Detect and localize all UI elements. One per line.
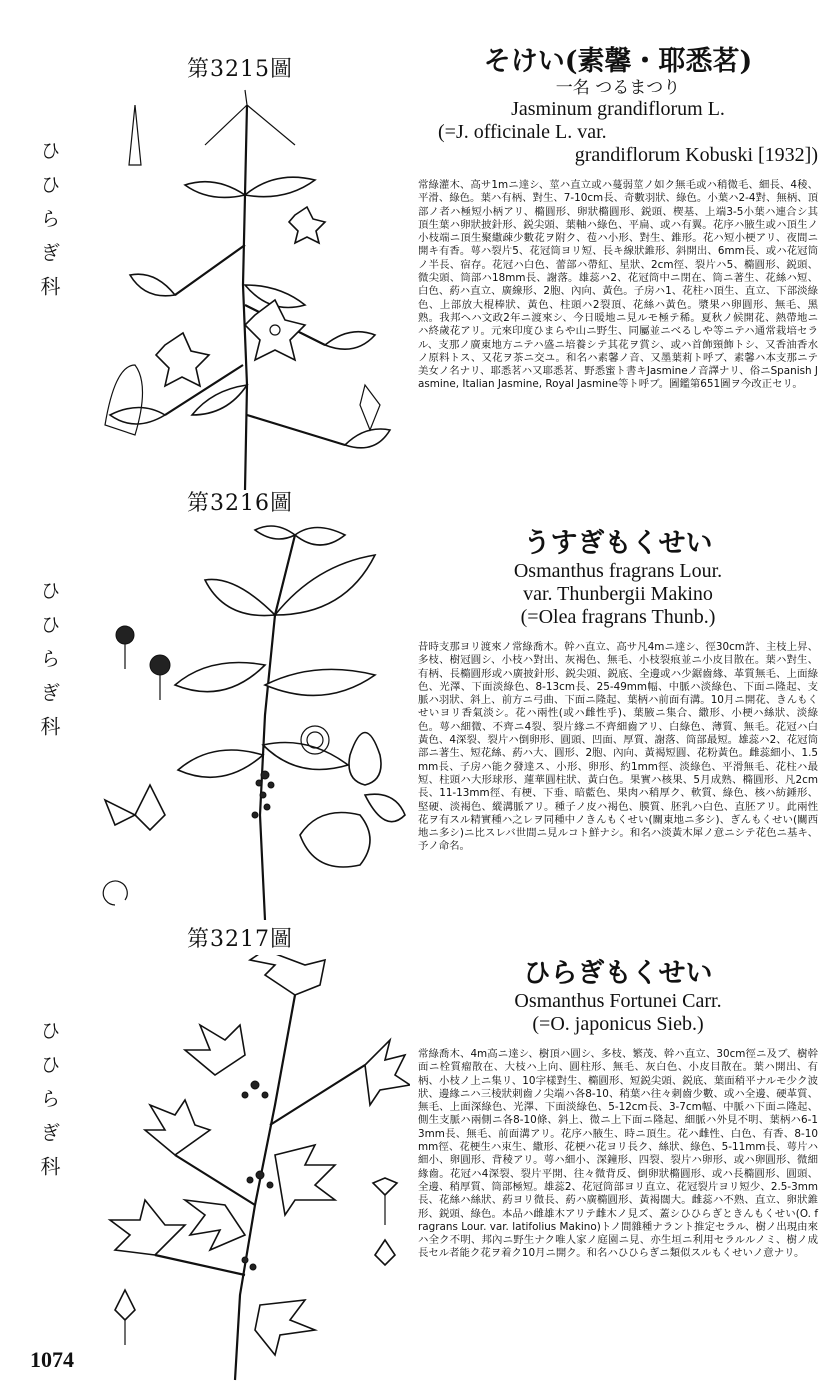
variety-line: var. Thunbergii Makino (523, 583, 713, 605)
family-label: ひひらぎ科 (37, 1020, 61, 1190)
synonym-line: (=J. officinale L. var. (438, 121, 607, 143)
entry-3215 (418, 46, 818, 392)
japanese-name: うすぎもくせい (523, 528, 713, 559)
family-label: ひひらぎ科 (37, 140, 61, 310)
alternate-name: 一名 つるまつり (555, 78, 681, 98)
description-text: 昔時支那ヨリ渡來ノ常綠喬木。幹ハ直立、高サ凡4mニ達シ、徑30cm許、主枝上昇、多枝、樹冠圓シ、小枝ハ對出、灰褐色、無毛、小枝裂痕並ニ小皮目散在。葉ハ對生、有柄、長橢圓形或ハ廣披針形、鋭尖頭、鋭底、全邊或ハ少鋸齒緣、革質無毛、上面綠色、光澤、下面淡綠色、8-13cm長、25-49mm幅、中脈ハ淡綠色、下面ニ隆起、支脈ハ羽狀、斜上、前方ニ弓曲、下面ニ隆起、葉柄ハ前面有溝。10月ニ開花、きんもくせいヨリ香氣淡シ。花ハ兩性(或ハ雌性乎)、葉腋ニ集合、繖形、小梗ハ絲狀、淡綠色。萼ハ細微、不齊ニ4裂、裂片緣ニ不齊細齒アリ、白綠色、薄質、無毛。花冠ハ白黃色、4深裂、裂片ハ倒卵形、圓頭、凹面、厚質、謝落、筒部最短。雄蕊ハ2、花冠筒部ニ著生、短花絲、葯ハ大、圓形、2胞、內向、黃褐短圓、花粉黃色。雌蕊細小、1.5mm長、子房ハ能ク發達ス、小形、卵形、約1mm徑、淡綠色、平滑無毛、花柱ハ最短、柱頭ハ大形球形、蓮華圓柱狀、黃白色。果實ハ核果、5月成熟、橢圓形、凡2cm長、11-13mm徑、有梗、下垂、暗藍色、果肉ハ稍厚ク、軟質、綠色、核ハ紡錘形、堅硬、淡褐色、縱溝脈アリ。種子ノ皮ハ褐色、膜質、胚乳ハ白色、直胚アリ。此兩性花ヲ有スル精實種ハ之レヲ同種中ノきんもくせい(關東地ニ多シ)、ぎんもくせい(關西地ニ多シ)ニ比スレバ世間ニ見ルコト鮮ナシ。和名ハ淡黃木犀ノ意ニシテ花色ニ基キ、予ノ命名。 (418, 641, 818, 853)
family-label: ひひらぎ科 (37, 580, 61, 750)
japanese-name: そけい(素馨・耶悉茗) (483, 46, 753, 77)
japanese-name: ひらぎもくせい (523, 958, 713, 989)
synonym-line: (=O. japonicus Sieb.) (532, 1013, 704, 1035)
scientific-name: Jasminum grandiflorum L. (511, 98, 725, 120)
plate-label-3217: 第3217圖 (187, 927, 293, 952)
scientific-name: Osmanthus fragrans Lour. (513, 560, 723, 582)
description-text: 常綠灌木、高サ1mニ達シ、莖ハ直立或ハ蔓弱莖ノ如ク無毛或ハ稍微毛、細長、4稜、平滑、綠色。葉ハ有柄、對生、7-10cm長、奇數羽狀、綠色。小葉ハ2-4對、無柄、頂部ノ者ハ極短小柄アリ、橢圓形、卵狀橢圓形、鋭頭、楔基、上端3-5小葉ハ連合シ其頂生葉ハ卵狀披針形、鋭尖頭、葉軸ハ綠色、平扁、或ハ有翼。花序ハ腋生或ハ頂生ノ小枝端ニ頂生聚繖疎少數花ヲ附ク、苞ハ小形、對生、錐形。花ハ短小梗アリ、夜間ニ開キ有香。萼ハ裂片5、花冠筒ヨリ短、長キ線狀錐形、斜開出、6mm長、或ハ花冠筒ノ半長、宿存。花冠ハ白色、蕾部ハ帶紅、星狀、2cm徑、裂片ハ5、橢圓形、鋭頭、微尖頭、筒部ハ18mm長、謝落。雄蕊ハ2、花冠筒中ニ閉在、筒ニ著生、花絲ハ短、白色、葯ハ直立、廣線形、2胞、內向、黃色。子房ハ1、花柱ハ頂生、直立、下部淡綠色、上部放大棍棒狀、黃色、柱頭ハ2裂頂、花絲ハ黃色。漿果ハ卵圓形、無毛、黑熟。我邦ヘハ文政2年ニ渡來シ、今日暖地ニ見ルモ極テ稀。夏秋ノ候開花、熱帶地ニハ終歲花アリ。元來印度ひまらや山ニ野生、同屬並ニべるしや等ニテハ通常栽培セラル、支那ノ廣東地方ニテハ盛ニ培養シテ其花ヲ賞シ、或ハ首飾頸飾トシ、又香油香水ノ原料トス、又花ヲ茶ニ交ユ。和名ハ素馨ノ音、又墨葉莉ト呼ブ、素馨ハ本支那ニテ美女ノ名ナリ、耶悉茗ハ又耶悉茗、野悉蜜ト書キJasmineノ音譯ナリ、俗ニSpanish Jasmine, Italian Jasmine, Royal Jasmine等ト呼ブ。圖鑑第651圖ヲ今改正セリ。 (418, 179, 818, 391)
page-number: 1074 (30, 1347, 74, 1372)
plate-label-3216: 第3216圖 (187, 491, 293, 516)
description-text: 常綠喬木、4m高ニ達シ、樹頂ハ圓シ、多枝、繁茂、幹ハ直立、30cm徑ニ及ブ、樹幹面ニ栓質瘤散在、大枝ハ上向、圓柱形、無毛、灰白色、小皮目散在。葉ハ開出、有柄、小枝ノ上ニ集リ、10字樣對生、橢圓形、短鋭尖頭、鋭底、葉面稍平ナルモ少ク波狀、邊緣ニハ三棱狀刺齒ノ尖端ハ各8-10、稍葉ハ往々刺齒少數、或ハ全邊、硬革質、無毛、上面深綠色、光澤、下面淡綠色、5-12cm長、3-7cm幅、中脈ハ下面ニ隆起、側生支脈ハ兩側ニ各8-10條、斜上、微ニ上下面ニ隆起、細脈ハ外見不明、葉柄ハ6-13mm長、無毛、前面溝アリ。花序ハ腋生、時ニ頂生。花ハ雌性、白色、有香、8-10mm徑、花梗生ハ束生、繖形、花梗ハ花ヨリ長ク、絲狀、綠色、5-11mm長、萼片ハ細小、卵圓形、背稜アリ。萼ハ細小、深鐘形、四裂、裂片ハ卵形、或ハ卵圓形、微細緣齒。花冠ハ4深裂、裂片平開、往々微背反、倒卵狀橢圓形、或ハ長橢圓形、圓頭、全邊、稍厚質、筒部極短。雄蕊2、花冠筒部ヨリ直立、花冠裂片ヨリ短少、2.5-3mm長、花絲ハ絲狀、葯ヨリ微長、葯ハ廣橢圓形、黃褐闊大。雌蕊ハ不熟、直立、卵狀錐形、鋭頭、綠色。本品ハ雌雄木アリテ雌木ノ見ズ、蓋シひひらぎときんもくせい(O. fragrans Lour. var. latifolius Makino)トノ間雜種ナラント推定セラル、樹ノ出現由來ハ全ク不明、邦內ニ野生ナク唯人家ノ庭園ニ見、亦生垣ニ利用セラルルノミ、樹ノ成長セル者能ク花ヲ着ク10月ニ開ク。和名ハひひらぎニ類似スルもくせいノ意ナリ。 (418, 1048, 818, 1260)
scientific-name: Osmanthus Fortunei Carr. (514, 990, 722, 1012)
synonym-line: (=Olea fragrans Thunb.) (520, 606, 716, 628)
plate-label-3215: 第3215圖 (187, 57, 293, 82)
entry-3217 (418, 958, 818, 1261)
osmanthus-fragrans-illustration (95, 515, 410, 925)
jasminum-illustration (95, 85, 410, 495)
synonym-line: grandiflorum Kobuski [1932]) (574, 144, 818, 166)
entry-3216 (418, 528, 818, 854)
osmanthus-fortunei-illustration (95, 955, 410, 1385)
